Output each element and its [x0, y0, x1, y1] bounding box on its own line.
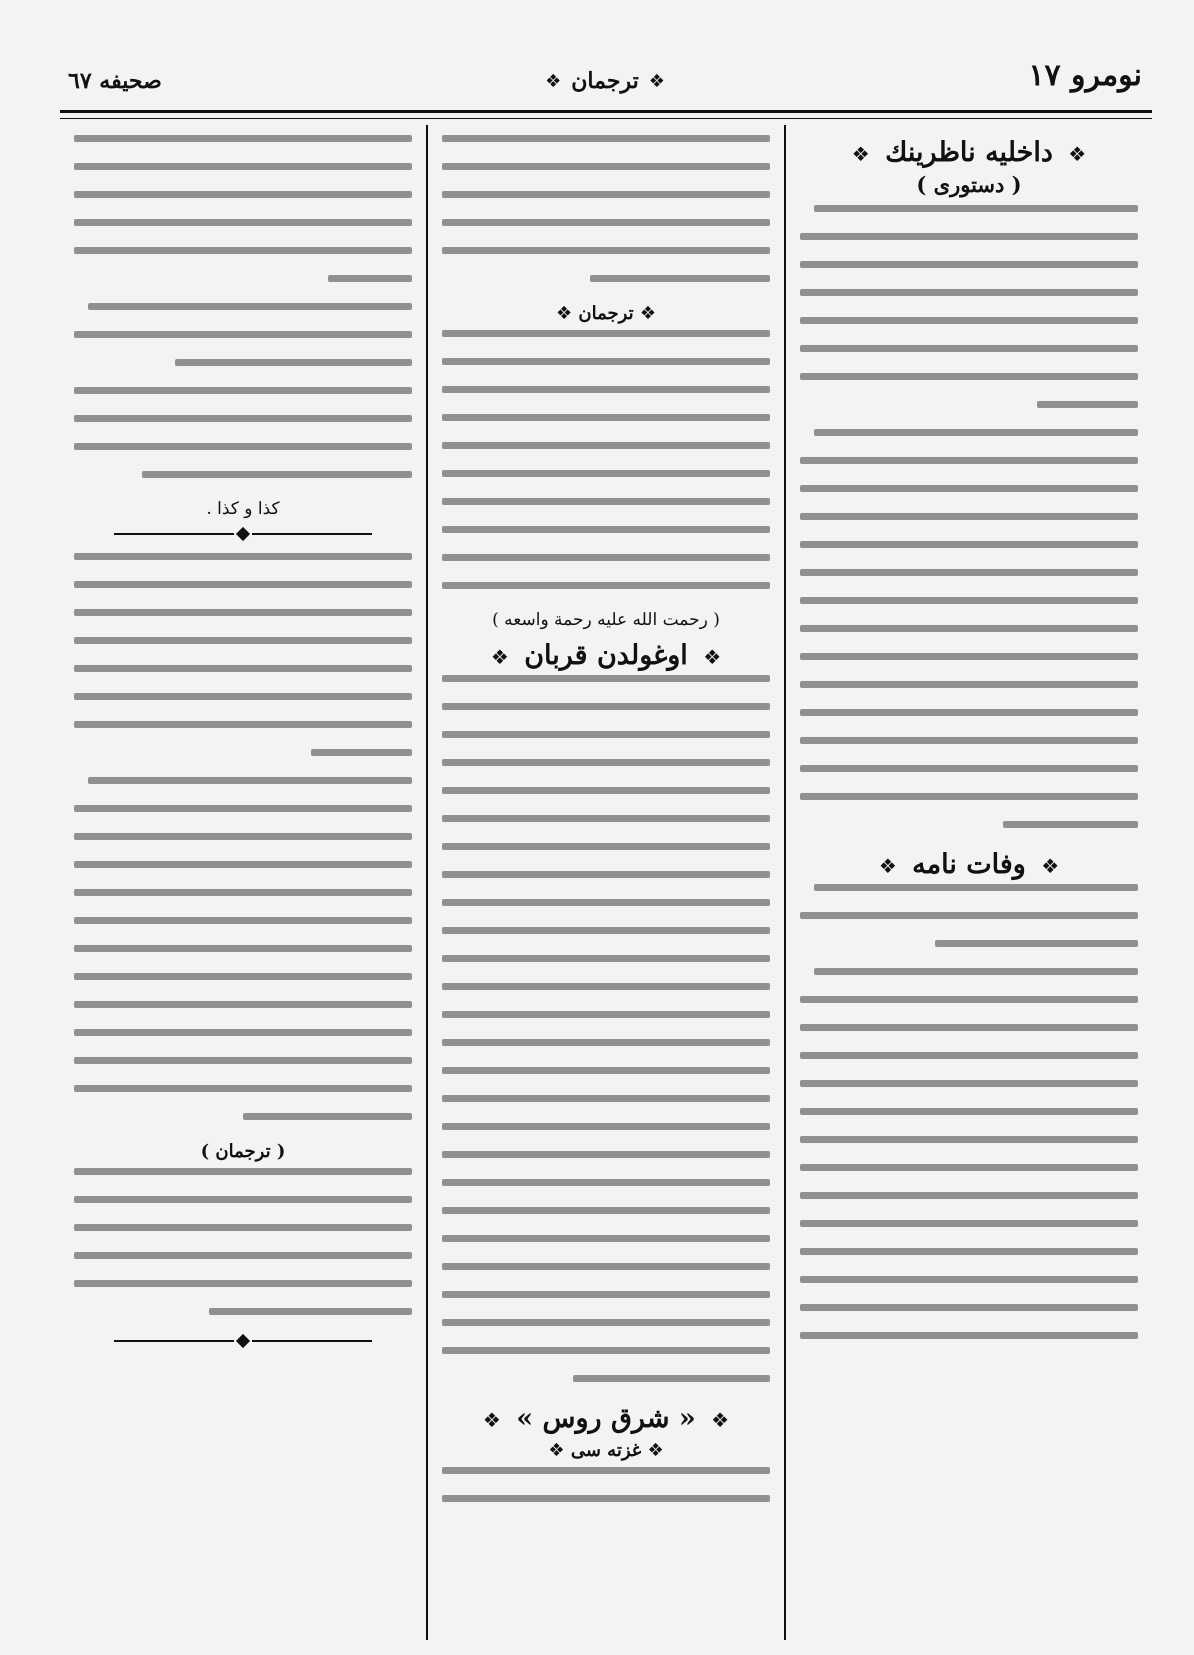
article-body — [442, 1467, 770, 1502]
text-line — [800, 1304, 1138, 1311]
text-line — [74, 553, 412, 560]
text-line — [800, 625, 1138, 632]
text-line — [74, 331, 412, 338]
text-line — [442, 442, 770, 449]
text-line — [442, 1235, 770, 1242]
text-line — [74, 1085, 412, 1092]
ornament-icon: ❖ — [878, 854, 897, 878]
text-line — [573, 1375, 770, 1382]
text-line — [800, 261, 1138, 268]
text-line — [442, 1291, 770, 1298]
text-line — [800, 541, 1138, 548]
text-line — [74, 665, 412, 672]
text-line — [800, 233, 1138, 240]
text-line — [74, 415, 412, 422]
text-line — [800, 765, 1138, 772]
text-line — [442, 582, 770, 589]
text-line — [311, 749, 412, 756]
text-line — [74, 163, 412, 170]
text-line — [800, 653, 1138, 660]
closing-line: ( رحمت الله عليه رحمة واسعه ) — [492, 610, 720, 630]
text-line — [74, 833, 412, 840]
text-line — [142, 471, 412, 478]
ornament-icon: ❖ — [1068, 142, 1087, 166]
column-middle — [426, 125, 786, 1640]
text-line — [74, 721, 412, 728]
text-line — [442, 1151, 770, 1158]
text-line — [74, 945, 412, 952]
text-line — [442, 787, 770, 794]
text-line — [442, 1067, 770, 1074]
text-line — [74, 247, 412, 254]
text-line — [442, 703, 770, 710]
ornament-icon: ❖ — [482, 1408, 501, 1432]
newspaper-title: ترجمان — [571, 68, 639, 94]
text-line — [814, 205, 1138, 212]
text-line — [74, 805, 412, 812]
article-body — [74, 777, 412, 1120]
text-line — [74, 1168, 412, 1175]
text-line — [800, 513, 1138, 520]
article-headline — [800, 137, 1138, 168]
text-line — [935, 940, 1138, 947]
text-line — [74, 973, 412, 980]
columns — [60, 125, 1152, 1640]
text-line — [442, 1011, 770, 1018]
text-line — [74, 637, 412, 644]
divider-bar — [252, 533, 372, 535]
text-line — [800, 373, 1138, 380]
text-line — [800, 912, 1138, 919]
text-line — [175, 359, 412, 366]
text-line — [74, 1280, 412, 1287]
obituary-headline — [800, 849, 1138, 880]
headline-text: داخليه ناظرينك — [885, 137, 1053, 168]
text-line — [442, 414, 770, 421]
text-line — [442, 498, 770, 505]
text-line — [800, 1108, 1138, 1115]
text-line — [74, 1057, 412, 1064]
text-line — [74, 1001, 412, 1008]
text-line — [442, 1495, 770, 1502]
text-line — [442, 330, 770, 337]
article-body — [800, 968, 1138, 1339]
article-body — [442, 330, 770, 589]
text-line — [442, 759, 770, 766]
text-line — [814, 968, 1138, 975]
text-line — [442, 1319, 770, 1326]
text-line — [442, 1207, 770, 1214]
text-line — [814, 429, 1138, 436]
ornament-icon: ❖ — [1041, 854, 1060, 878]
text-line — [328, 275, 413, 282]
headline-text: اوغولدن قربان — [524, 640, 688, 671]
text-line — [442, 526, 770, 533]
text-line — [442, 247, 770, 254]
text-line — [74, 387, 412, 394]
text-line — [442, 1039, 770, 1046]
text-line — [442, 843, 770, 850]
text-line — [74, 219, 412, 226]
ornament-icon: ❖ — [639, 303, 657, 324]
text-line — [800, 1220, 1138, 1227]
byline: ( ترجمان ) — [200, 1141, 286, 1162]
text-line — [442, 191, 770, 198]
text-line — [800, 681, 1138, 688]
text-line — [442, 983, 770, 990]
byline — [442, 303, 770, 324]
text-line — [74, 1029, 412, 1036]
text-line — [74, 693, 412, 700]
ornament-icon: ❖ — [490, 645, 509, 669]
ornament-icon: ❖ — [555, 303, 573, 324]
text-line — [442, 1263, 770, 1270]
text-line — [800, 1024, 1138, 1031]
divider-bar — [252, 1340, 372, 1342]
text-line — [800, 317, 1138, 324]
article-subhead: ( دستورى ) — [916, 172, 1022, 197]
text-line — [800, 737, 1138, 744]
article-body — [74, 553, 412, 756]
text-line — [442, 871, 770, 878]
text-line — [442, 1179, 770, 1186]
text-line — [800, 1192, 1138, 1199]
text-line — [800, 457, 1138, 464]
article-body — [74, 303, 412, 366]
text-line — [243, 1113, 412, 1120]
closing-line: كذا و كذا . — [206, 499, 280, 519]
article-body — [442, 675, 770, 1382]
ornament-icon: ❖ — [545, 70, 562, 92]
column-left — [60, 125, 426, 1640]
text-line — [800, 1164, 1138, 1171]
text-line — [800, 1276, 1138, 1283]
text-line — [442, 1123, 770, 1130]
text-line — [800, 597, 1138, 604]
text-line — [209, 1308, 412, 1315]
text-line — [442, 1467, 770, 1474]
text-line — [442, 135, 770, 142]
text-line — [74, 135, 412, 142]
headline-text: وفات نامه — [912, 849, 1026, 880]
text-line — [74, 443, 412, 450]
quoted-passage — [74, 387, 412, 478]
article-body — [74, 1168, 412, 1315]
article-body — [800, 884, 1138, 947]
issue-number: نومرو ١٧ — [1028, 58, 1142, 93]
article-body — [800, 205, 1138, 408]
article-headline — [442, 1403, 770, 1434]
text-line — [800, 1052, 1138, 1059]
ornament-icon: ❖ — [647, 1440, 664, 1461]
text-line — [800, 1136, 1138, 1143]
ornament-icon: ❖ — [851, 142, 870, 166]
text-line — [1003, 821, 1138, 828]
text-line — [442, 1347, 770, 1354]
text-line — [442, 927, 770, 934]
text-line — [800, 996, 1138, 1003]
page-number: صحيفه ٦٧ — [68, 68, 162, 94]
text-line — [88, 777, 412, 784]
text-line — [814, 884, 1138, 891]
divider-bar — [114, 533, 234, 535]
section-divider — [74, 1336, 412, 1346]
text-line — [442, 386, 770, 393]
article-headline — [442, 640, 770, 671]
text-line — [442, 219, 770, 226]
divider-bar — [114, 1340, 234, 1342]
ornament-icon: ❖ — [711, 1408, 730, 1432]
text-line — [800, 1080, 1138, 1087]
text-line — [442, 731, 770, 738]
article-body — [442, 135, 770, 282]
text-line — [800, 345, 1138, 352]
ornament-icon: ❖ — [648, 70, 665, 92]
text-line — [74, 917, 412, 924]
article-subhead — [442, 1440, 770, 1461]
text-line — [74, 581, 412, 588]
masthead-title-block — [545, 68, 665, 94]
text-line — [74, 861, 412, 868]
article-body — [800, 429, 1138, 828]
diamond-icon — [236, 527, 250, 541]
ornament-icon: ❖ — [548, 1440, 565, 1461]
section-divider — [74, 529, 412, 539]
text-line — [74, 609, 412, 616]
text-line — [442, 358, 770, 365]
byline-text: ترجمان — [578, 303, 634, 324]
text-line — [442, 470, 770, 477]
diamond-icon — [236, 1334, 250, 1348]
masthead-rule — [60, 110, 1152, 119]
text-line — [800, 485, 1138, 492]
text-line — [800, 709, 1138, 716]
text-line — [590, 275, 770, 282]
headline-text: « شرق روس » — [516, 1403, 696, 1434]
text-line — [800, 1332, 1138, 1339]
text-line — [74, 1252, 412, 1259]
text-line — [800, 1248, 1138, 1255]
text-line — [442, 163, 770, 170]
text-line — [800, 793, 1138, 800]
text-line — [442, 815, 770, 822]
column-right — [786, 125, 1152, 1640]
article-body — [74, 135, 412, 282]
text-line — [74, 1196, 412, 1203]
ornament-icon: ❖ — [703, 645, 722, 669]
text-line — [442, 554, 770, 561]
text-line — [442, 899, 770, 906]
subhead-text: غزته سى — [570, 1440, 642, 1461]
text-line — [74, 889, 412, 896]
text-line — [442, 1095, 770, 1102]
text-line — [800, 569, 1138, 576]
text-line — [442, 955, 770, 962]
text-line — [442, 675, 770, 682]
text-line — [74, 1224, 412, 1231]
text-line — [88, 303, 412, 310]
masthead — [60, 50, 1150, 106]
text-line — [74, 191, 412, 198]
text-line — [1037, 401, 1138, 408]
text-line — [800, 289, 1138, 296]
